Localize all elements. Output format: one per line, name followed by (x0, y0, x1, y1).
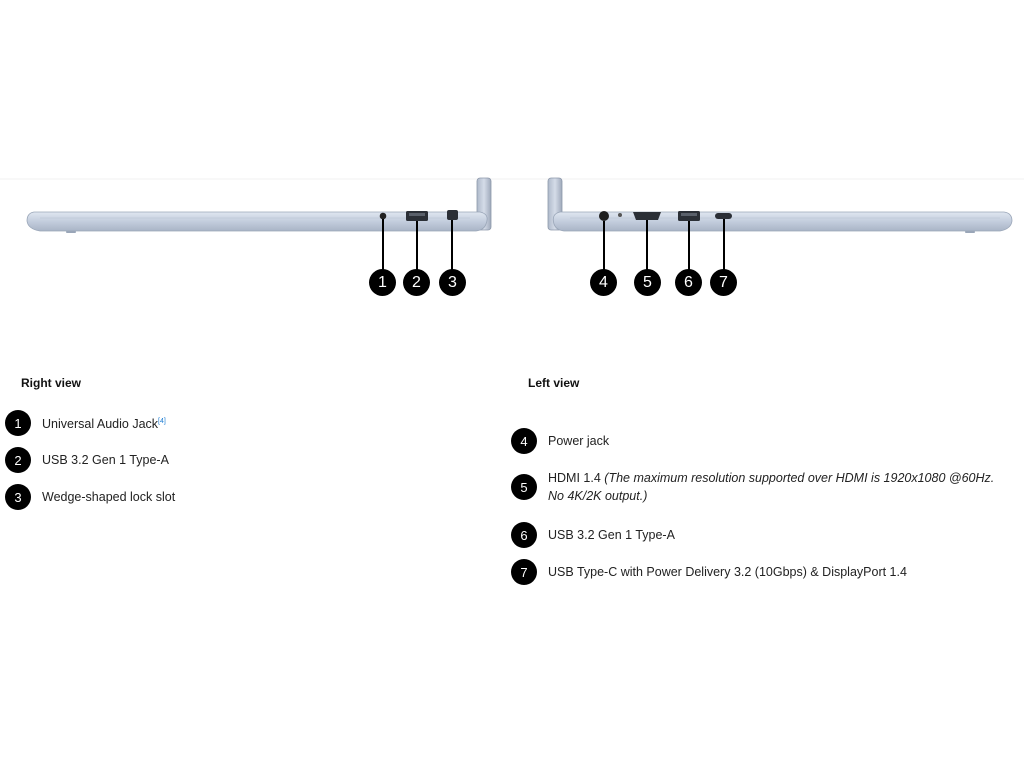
hdmi-port (633, 212, 661, 220)
item-label: HDMI 1.4 (548, 471, 601, 485)
diagram-badge-1: 1 (369, 269, 396, 296)
item-number-badge: 3 (5, 484, 31, 510)
right-laptop-foot (66, 231, 76, 233)
left-laptop-foot (965, 231, 975, 233)
item-label: Power jack (548, 434, 610, 448)
left-view-item-7 (511, 559, 907, 585)
item-number-badge: 5 (511, 474, 537, 500)
diagram-badge-5: 5 (634, 269, 661, 296)
item-number-badge: 6 (511, 522, 537, 548)
left-view-item-5 (511, 469, 1011, 505)
diagram-badge-4: 4 (590, 269, 617, 296)
laptop-side-diagram (0, 0, 1024, 310)
right-side-laptop (27, 178, 491, 270)
left-view-item-6 (511, 522, 675, 548)
item-label: USB Type-C with Power Delivery 3.2 (10Gbps) & DisplayPort 1.4 (548, 565, 907, 579)
right-view-title: Right view (21, 376, 82, 390)
lock-slot-port (447, 210, 458, 220)
item-number-badge: 4 (511, 428, 537, 454)
left-view-title: Left view (528, 376, 580, 390)
right-view-item-1 (5, 410, 166, 436)
right-view-item-3 (5, 484, 175, 510)
item-number-badge: 1 (5, 410, 31, 436)
item-label: USB 3.2 Gen 1 Type-A (548, 528, 675, 542)
left-side-laptop (548, 178, 1012, 270)
diagram-badge-3: 3 (439, 269, 466, 296)
diagram-badge-7: 7 (710, 269, 737, 296)
power-jack-port (599, 211, 609, 221)
right-view-item-2 (5, 447, 169, 473)
item-number-badge: 2 (5, 447, 31, 473)
diagram-badge-2: 2 (403, 269, 430, 296)
audio-jack-port (380, 213, 387, 220)
usb-c-port (715, 213, 732, 219)
left-view-item-4 (511, 428, 609, 454)
item-label: Wedge-shaped lock slot (42, 490, 176, 504)
diagram-badge-6: 6 (675, 269, 702, 296)
item-label: Universal Audio Jack (42, 417, 159, 432)
item-label: USB 3.2 Gen 1 Type-A (42, 453, 169, 467)
item-number-badge: 7 (511, 559, 537, 585)
item-note: (The maximum resolution supported over HDMI is 1920x1080 @60Hz. No 4K/2K output.) (548, 471, 995, 503)
left-laptop-base (553, 212, 1012, 231)
footnote-ref-link[interactable]: [4] (158, 417, 166, 425)
